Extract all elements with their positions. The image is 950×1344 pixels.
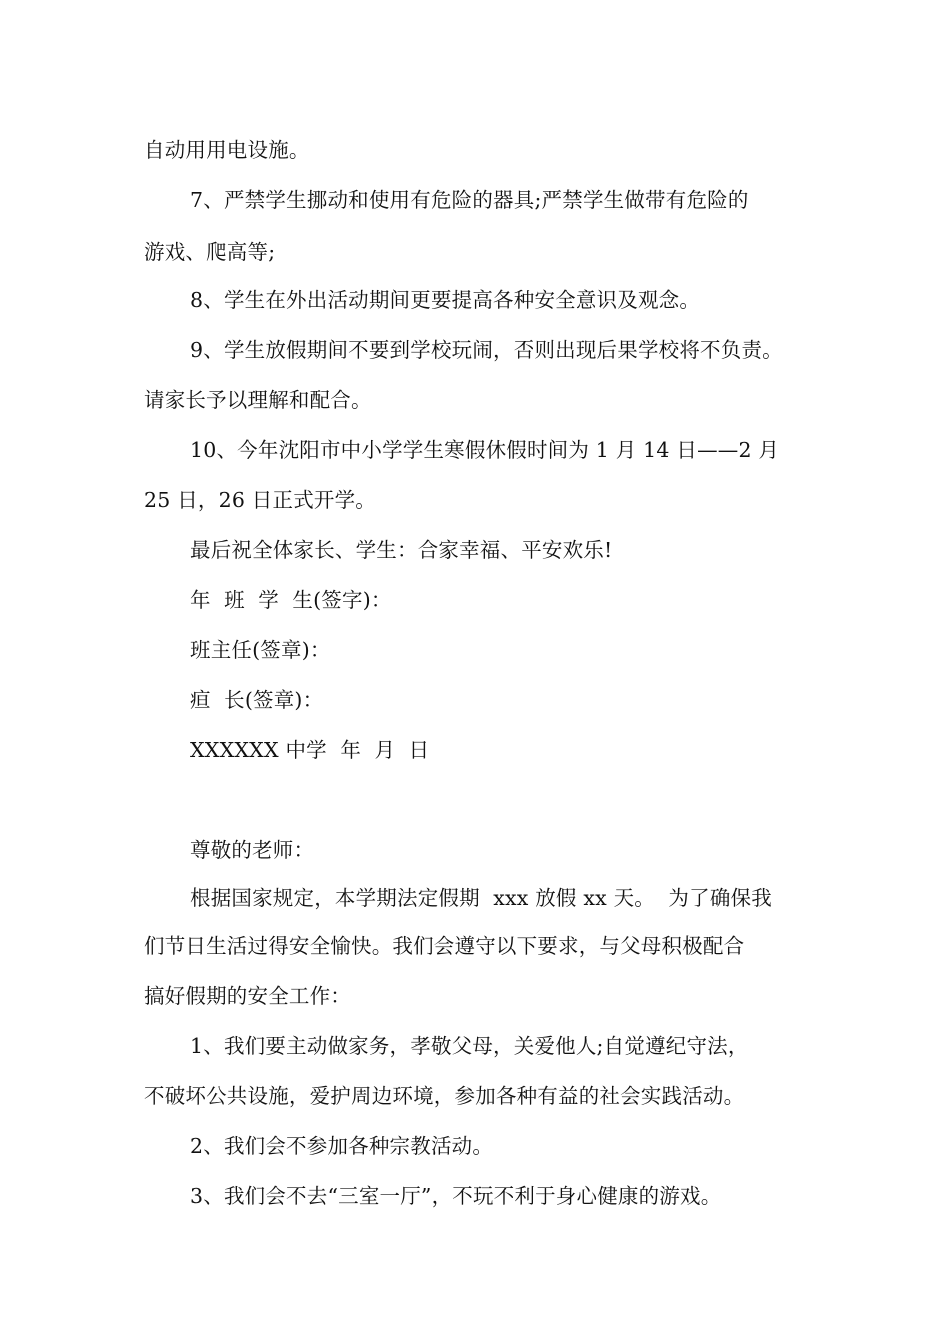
text-line-intro-cont: 搞好假期的安全工作：: [144, 984, 351, 1008]
text-line-item-7-cont: 游戏、爬高等;: [144, 240, 276, 264]
text-line-item-9-cont: 请家长予以理解和配合。: [144, 388, 372, 412]
text-line-rule-1: 1、我们要主动做家务，孝敬父母，关爱他人;自觉遵纪守法，: [190, 1034, 749, 1058]
signature-line-student: 年 班 学 生(签字)：: [190, 588, 392, 612]
text-line-item-10-cont: 25 日，26 日正式开学。: [144, 488, 377, 512]
text-line-salutation: 尊敬的老师：: [190, 838, 315, 862]
signature-line-school-date: XXXXXX 中学 年 月 日: [190, 738, 430, 762]
text-line-intro-cont: 们节日生活过得安全愉快。我们会遵守以下要求，与父母积极配合: [144, 934, 745, 958]
text-line-rule-3: 3、我们会不去“三室一厅”，不玩不利于身心健康的游戏。: [190, 1184, 722, 1208]
text-line-continuation: 自动用用电设施。: [144, 138, 310, 162]
text-line-item-10: 10、今年沈阳市中小学学生寒假休假时间为 1 月 14 日——2 月: [190, 438, 780, 462]
signature-line-parent: 疸 长(签章)：: [190, 688, 324, 712]
text-line-item-8: 8、学生在外出活动期间更要提高各种安全意识及观念。: [190, 288, 701, 312]
signature-line-teacher: 班主任(签章)：: [190, 638, 331, 662]
text-line-closing-wish: 最后祝全体家长、学生：合家幸福、平安欢乐!: [190, 538, 613, 562]
text-line-intro: 根据国家规定，本学期法定假期 xxx 放假 xx 天。 为了确保我: [190, 886, 772, 910]
text-line-item-9: 9、学生放假期间不要到学校玩闹，否则出现后果学校将不负责。: [190, 338, 783, 362]
text-line-rule-1-cont: 不破坏公共设施，爱护周边环境，参加各种有益的社会实践活动。: [144, 1084, 745, 1108]
text-line-item-7: 7、严禁学生挪动和使用有危险的器具;严禁学生做带有危险的: [190, 188, 749, 212]
text-line-rule-2: 2、我们会不参加各种宗教活动。: [190, 1134, 494, 1158]
